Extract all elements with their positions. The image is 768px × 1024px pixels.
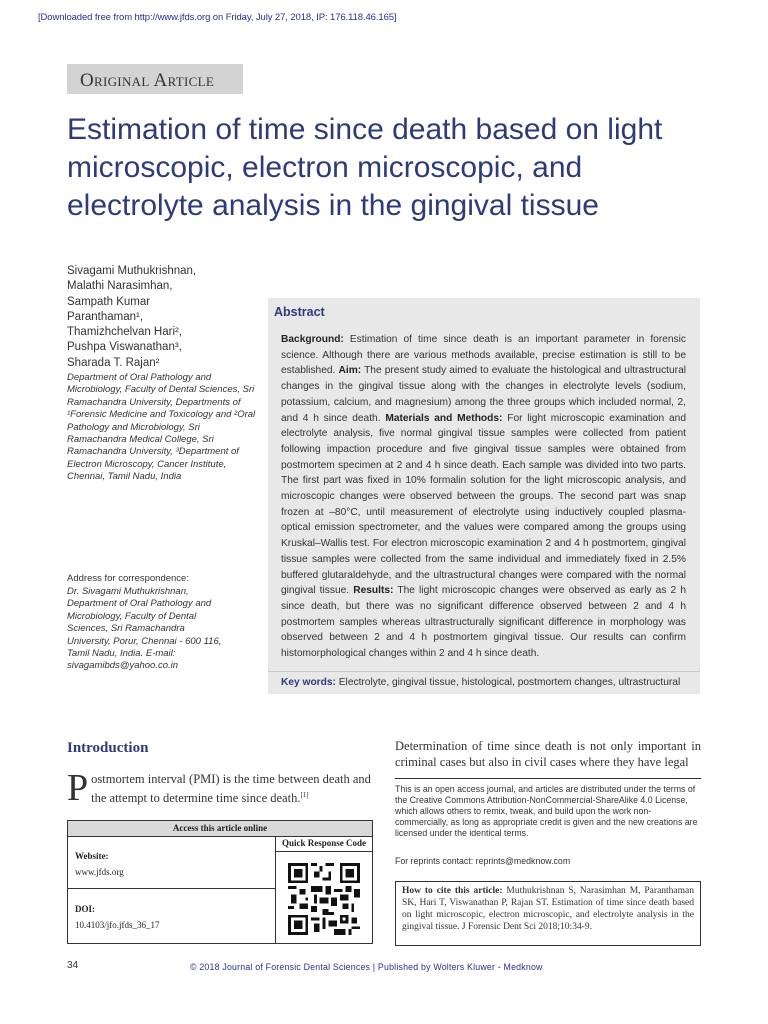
author-name: Thamizhchelvan Hari²,	[67, 326, 183, 339]
author-affiliation: Department of Oral Pathology and Microbiology, Faculty of Dental Sciences, Sri Ramachandra University, Departments of ¹Forensic Medicine and Toxicology and ²Oral Pathology and Microbiology, Sri Ramachandra Medical College, Sri Ramachandra University, ³Department of Electron Microscopy, Cancer Institute, Chennai, Tamil Nadu, India	[67, 372, 256, 483]
journal-footer: © 2018 Journal of Forensic Dental Sciences | Published by Wolters Kluwer - Medknow	[190, 962, 543, 972]
reference-link[interactable]: [1]	[300, 791, 309, 799]
author-list	[67, 264, 257, 371]
correspondence-heading: Address for correspondence:	[67, 573, 189, 584]
background-text: Estimation of time since death is an important parameter in forensic science. Although there are various methods available, precise estimation is still to be established.	[281, 334, 686, 377]
keywords	[281, 677, 691, 688]
article-title: Estimation of time since death based on light microscopic, electron microscopic, and electrolyte analysis in the gingival tissue	[67, 113, 663, 222]
website-link[interactable]: www.jfds.org	[75, 867, 124, 877]
article-type-banner	[67, 64, 243, 94]
background-label: Background:	[281, 334, 344, 345]
methods-text: For light microscopic examination and electrolyte analysis, five normal gingival tissue samples were collected from patient following impaction procedure and five gingival tissue samples were obtained from postmortem specimen at 2 and 4 h since death. Each sample was divided into two parts. The first part was fixed in 10% formalin solution for the light microscopic analysis, and microscopic changes were observed between the groups. The second part was snap frozen at –80°C, until measurement of electrolyte using inductively coupled plasma-optical emission spectrometer, and the values were compared among the groups using Kruskal–Wallis test. For electron microscopic examination 2 and 4 h postmortem, gingival tissue samples were collected from the same individual and immediately fixed in 2.5% buffered glutaraldehyde, and the ultrastructural changes were compared with the normal gingival tissue.	[281, 412, 686, 597]
author-name: Paranthaman¹,	[67, 310, 144, 323]
author-name: Pushpa Viswanathan³,	[67, 341, 182, 354]
introduction-paragraph: ostmortem interval (PMI) is the time between death and the attempt to determine time since death.	[91, 772, 371, 806]
introduction-text	[67, 767, 375, 809]
citation-text: Muthukrishnan S, Narasimhan M, Paranthaman SK, Hari T, Viswanathan P, Rajan ST. Estimation of time since death based on light microscopic, electron microscopic, and electrolyte analysis in the gingival tissue. J Forensic Dent Sci 2018;10:34-9.	[402, 886, 694, 932]
access-box-divider	[275, 836, 276, 943]
author-name: Sivagami Muthukrishnan,	[67, 265, 197, 277]
doi-label: DOI:	[75, 904, 95, 914]
results-label: Results:	[353, 585, 394, 597]
open-access-notice: This is an open access journal, and articles are distributed under the terms of the Creative Commons Attribution-NonCommercial-ShareAlike 4.0 License, which allows others to remix, tweak, and build upon the work non-commercially, as long as appropriate credit is given and the new creations are licensed under the identical terms.	[395, 784, 698, 838]
author-name: Malathi Narasimhan,	[67, 280, 173, 293]
citation-box	[395, 881, 701, 946]
author-name: Sharada T. Rajan²	[67, 356, 160, 369]
page-number: 34	[67, 960, 79, 971]
correspondence-address: Dr. Sivagami Muthukrishnan, Department of Oral Pathology and Microbiology, Faculty of Dental Sciences, Sri Ramachandra University, Porur, Chennai - 600 116, Tamil Nadu, India. E-mail: sivagamibds@yahoo.co.in	[67, 586, 222, 672]
column-divider	[395, 778, 701, 779]
abstract-heading: Abstract	[274, 305, 325, 319]
keywords-divider	[268, 671, 700, 672]
reprints-contact: For reprints contact: reprints@medknow.com	[395, 856, 571, 866]
introduction-continuation: Determination of time since death is not only important in criminal cases but also in civil cases where they have legal	[395, 739, 701, 769]
drop-cap: P	[67, 767, 89, 809]
doi-value[interactable]: 10.4103/jfo.jfds_36_17	[75, 920, 160, 930]
qr-code-icon	[288, 862, 360, 936]
keywords-text: Electrolyte, gingival tissue, histological, postmortem changes, ultrastructural	[338, 677, 681, 688]
introduction-heading: Introduction	[67, 740, 149, 756]
download-notice: [Downloaded free from http://www.jfds.org on Friday, July 27, 2018, IP: 176.118.46.165]	[38, 12, 397, 23]
access-box-row-divider	[68, 888, 275, 889]
methods-label: Materials and Methods:	[385, 412, 503, 424]
abstract-text	[281, 332, 686, 662]
citation-label: How to cite this article:	[402, 886, 503, 896]
keywords-label: Key words:	[281, 677, 336, 688]
author-name: Sampath Kumar	[67, 295, 151, 308]
results-text: The light microscopic changes were observed as early as 2 h since death, but there was no significant difference observed between 2 and 4 h postmortem samples whereas ultrastructurally significant difference in morphology was observed between 2 and 4 h postmortem gingival tissue. Our results can confirm histomorphological changes within 2 and 4 h since death.	[281, 585, 686, 660]
aim-text: The present study aimed to evaluate the histological and ultrastructural changes in the gingival tissue along with the changes in electrolyte levels (sodium, potassium, calcium, and magnesium) among the three groups which included normal, 2, and 4 h since death.	[281, 365, 686, 424]
access-box-title: Access this article online	[68, 821, 372, 837]
qr-code-title: Quick Response Code	[276, 836, 372, 852]
aim-label: Aim:	[338, 365, 362, 377]
access-article-box	[67, 820, 373, 944]
article-type-label: Original Article	[80, 70, 215, 91]
website-label: Website:	[75, 851, 109, 861]
